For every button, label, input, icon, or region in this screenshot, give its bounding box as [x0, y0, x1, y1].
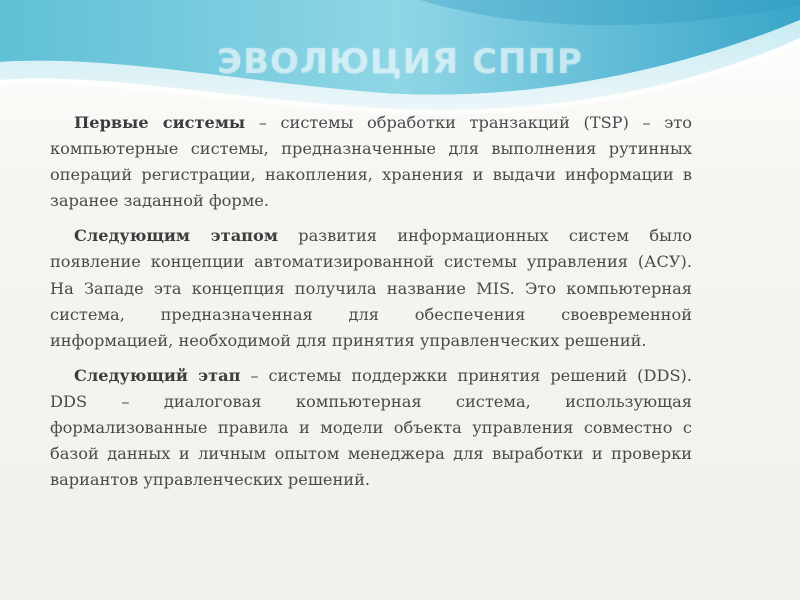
paragraph-lead: Следующий этап: [74, 365, 241, 385]
paragraph-first-systems: [50, 110, 692, 214]
slide-body: [50, 110, 692, 502]
paragraph-lead: Следующим этапом: [74, 226, 278, 246]
paragraph-text: развития информационных систем было появление концепции автоматизированной системы управления (АСУ). На Западе эта концепция получила название MIS. Это компьютерная система, предназначенная для обеспечения своевременной информацией, необходимой для принятия управленческих решений.: [50, 226, 692, 350]
slide-title: ЭВОЛЮЦИЯ СППР: [217, 42, 583, 82]
paragraph-next-stage-asu: [50, 223, 692, 353]
paragraph-next-stage-dds: [50, 363, 692, 493]
paragraph-text: – системы обработки транзакций (TSP) – это компьютерные системы, предназначенные для выполнения рутинных операций регистрации, накопления, хранения и выдачи информации в заранее заданной форме.: [50, 113, 693, 211]
paragraph-text: – системы поддержки принятия решений (DDS). DDS – диалоговая компьютерная система, использующая формализованные правила и модели объекта управления совместно с базой данных и личным опытом менеджера для выработки и проверки вариантов управленческих решений.: [50, 365, 693, 490]
paragraph-lead: Первые системы: [74, 113, 246, 132]
